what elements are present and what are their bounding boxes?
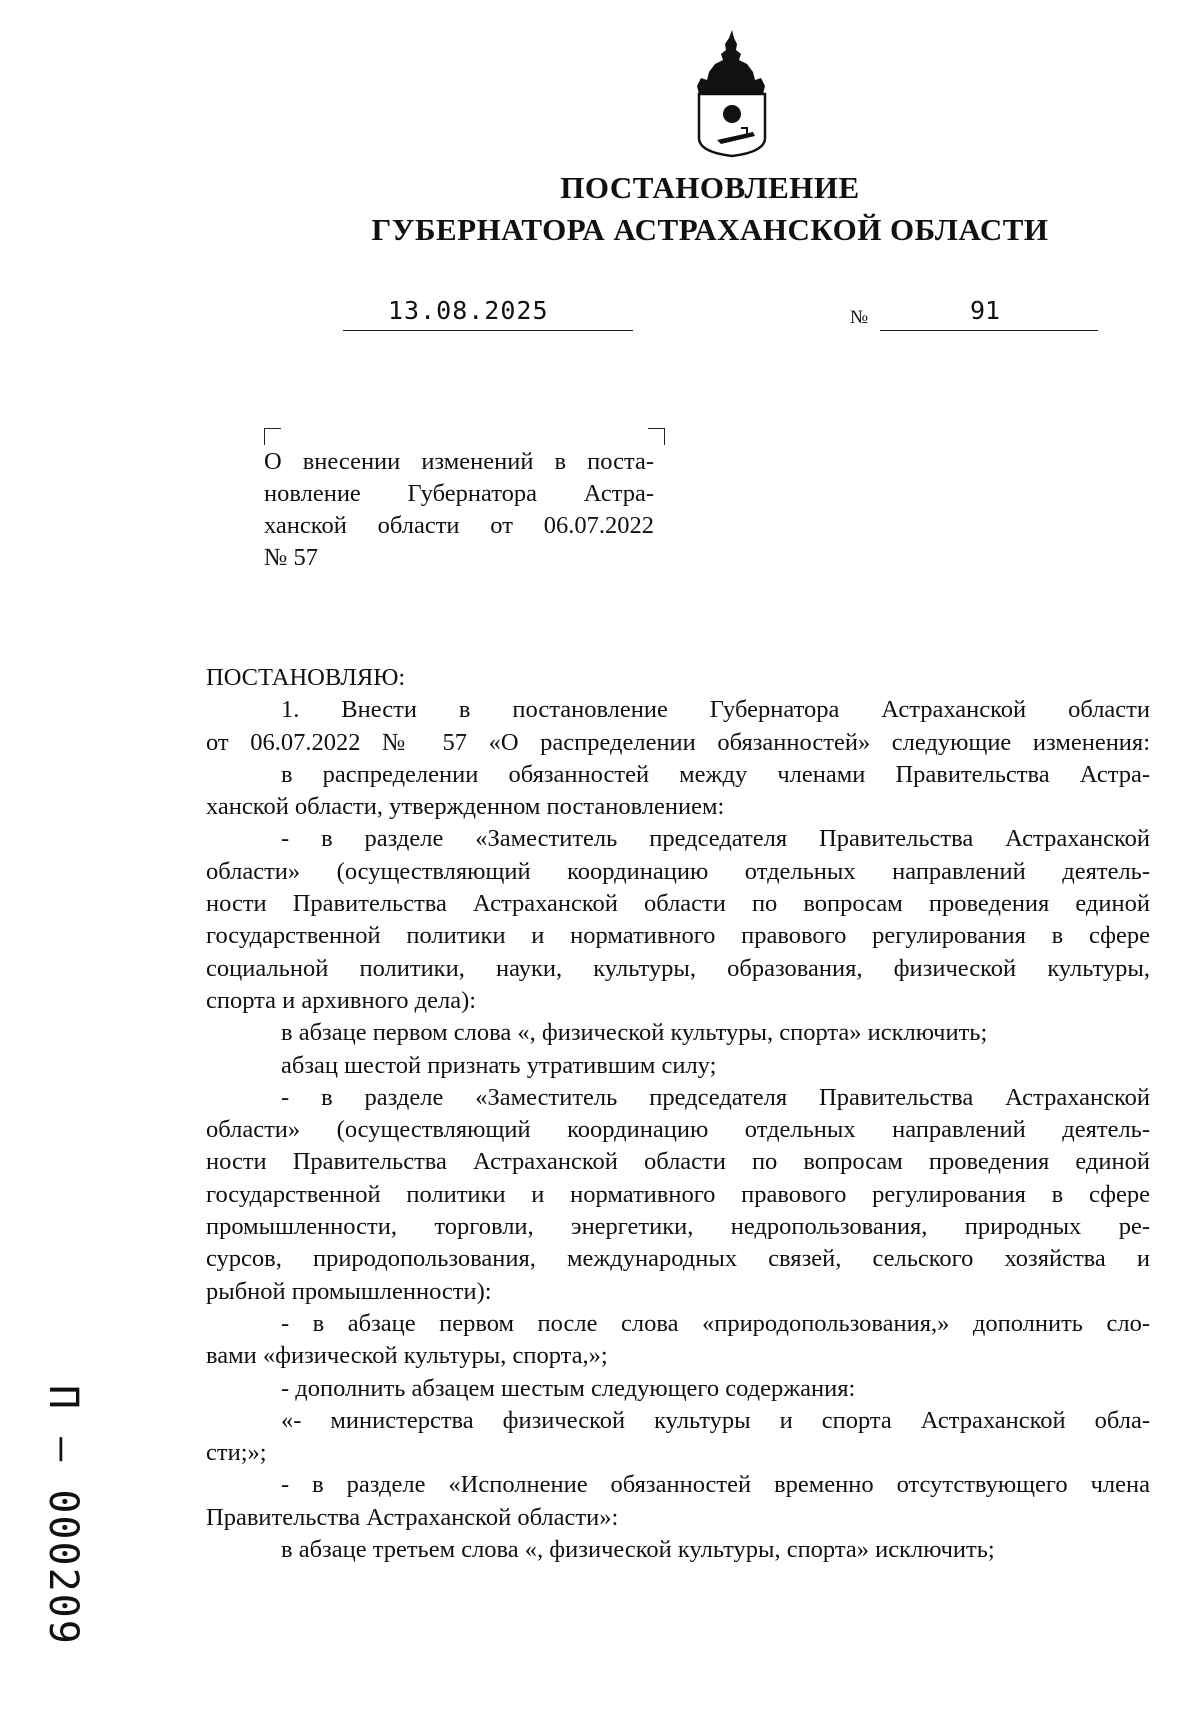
subject-bracket-left: [264, 428, 281, 445]
registration-stamp-number: П — 000209: [40, 1385, 86, 1646]
coat-of-arms-icon: [681, 28, 783, 158]
number-field: [880, 296, 1098, 331]
document-date: 13.08.2025: [388, 296, 549, 325]
body-line: абзац шестой признать утратившим силу;: [281, 1051, 717, 1079]
body-line: государственной политики и нормативного правового регулирования в сфере: [206, 1180, 1150, 1208]
body-line: области» (осуществляющий координацию отдельных направлений деятель-: [206, 857, 1150, 885]
body-line: в распределении обязанностей между членами Правительства Астра-: [281, 760, 1150, 788]
body-line: ханской области, утвержденном постановлением:: [206, 793, 725, 821]
body-line: ности Правительства Астраханской области по вопросам проведения единой: [206, 890, 1150, 918]
resolution-heading: ПОСТАНОВЛЯЮ:: [206, 664, 406, 691]
body-line: сти;»;: [206, 1439, 267, 1467]
subject-bracket-right: [648, 428, 665, 445]
document-number: 91: [970, 296, 1001, 325]
document-issuer: ГУБЕРНАТОРА АСТРАХАНСКОЙ ОБЛАСТИ: [371, 212, 1049, 247]
body-line: в абзаце третьем слова «, физической культуры, спорта» исключить;: [281, 1536, 995, 1564]
subject-line: О внесении изменений в поста-: [264, 448, 654, 475]
body-line: рыбной промышленности):: [206, 1277, 492, 1305]
body-line: - дополнить абзацем шестым следующего содержания:: [281, 1374, 856, 1402]
body-line: сурсов, природопользования, международных связей, сельского хозяйства и: [206, 1245, 1150, 1273]
body-line: ности Правительства Астраханской области по вопросам проведения единой: [206, 1148, 1150, 1176]
body-line: - в разделе «Исполнение обязанностей временно отсутствующего члена: [281, 1471, 1150, 1499]
body-line: - в абзаце первом после слова «природопользования,» дополнить сло-: [281, 1309, 1150, 1337]
body-line: спорта и архивного дела):: [206, 986, 477, 1014]
body-line: Правительства Астраханской области»:: [206, 1503, 619, 1531]
body-line: вами «физической культуры, спорта,»;: [206, 1342, 608, 1370]
number-sign: №: [850, 307, 869, 328]
document-title: ПОСТАНОВЛЕНИЕ: [560, 170, 860, 205]
body-line: государственной политики и нормативного правового регулирования в сфере: [206, 922, 1150, 950]
subject-line: № 57: [264, 544, 319, 571]
document-subject: [264, 446, 654, 574]
body-line: от 06.07.2022 № 57 «О распределении обязанностей» следующие изменения:: [206, 728, 1150, 756]
body-line: 1. Внести в постановление Губернатора Астраханской области: [281, 696, 1150, 724]
subject-line: новление Губернатора Астра-: [264, 480, 654, 507]
body-line: в абзаце первом слова «, физической культуры, спорта» исключить;: [281, 1019, 988, 1047]
body-line: «- министерства физической культуры и спорта Астраханской обла-: [281, 1406, 1150, 1434]
body-line: области» (осуществляющий координацию отдельных направлений деятель-: [206, 1116, 1150, 1144]
body-line: - в разделе «Заместитель председателя Правительства Астраханской: [281, 825, 1150, 853]
date-field: [343, 296, 633, 331]
body-line: промышленности, торговли, энергетики, недропользования, природных ре-: [206, 1213, 1150, 1241]
body-line: - в разделе «Заместитель председателя Правительства Астраханской: [281, 1083, 1150, 1111]
document-body: [206, 662, 1150, 1566]
subject-line: ханской области от 06.07.2022: [264, 512, 654, 539]
body-line: социальной политики, науки, культуры, образования, физической культуры,: [206, 954, 1150, 982]
